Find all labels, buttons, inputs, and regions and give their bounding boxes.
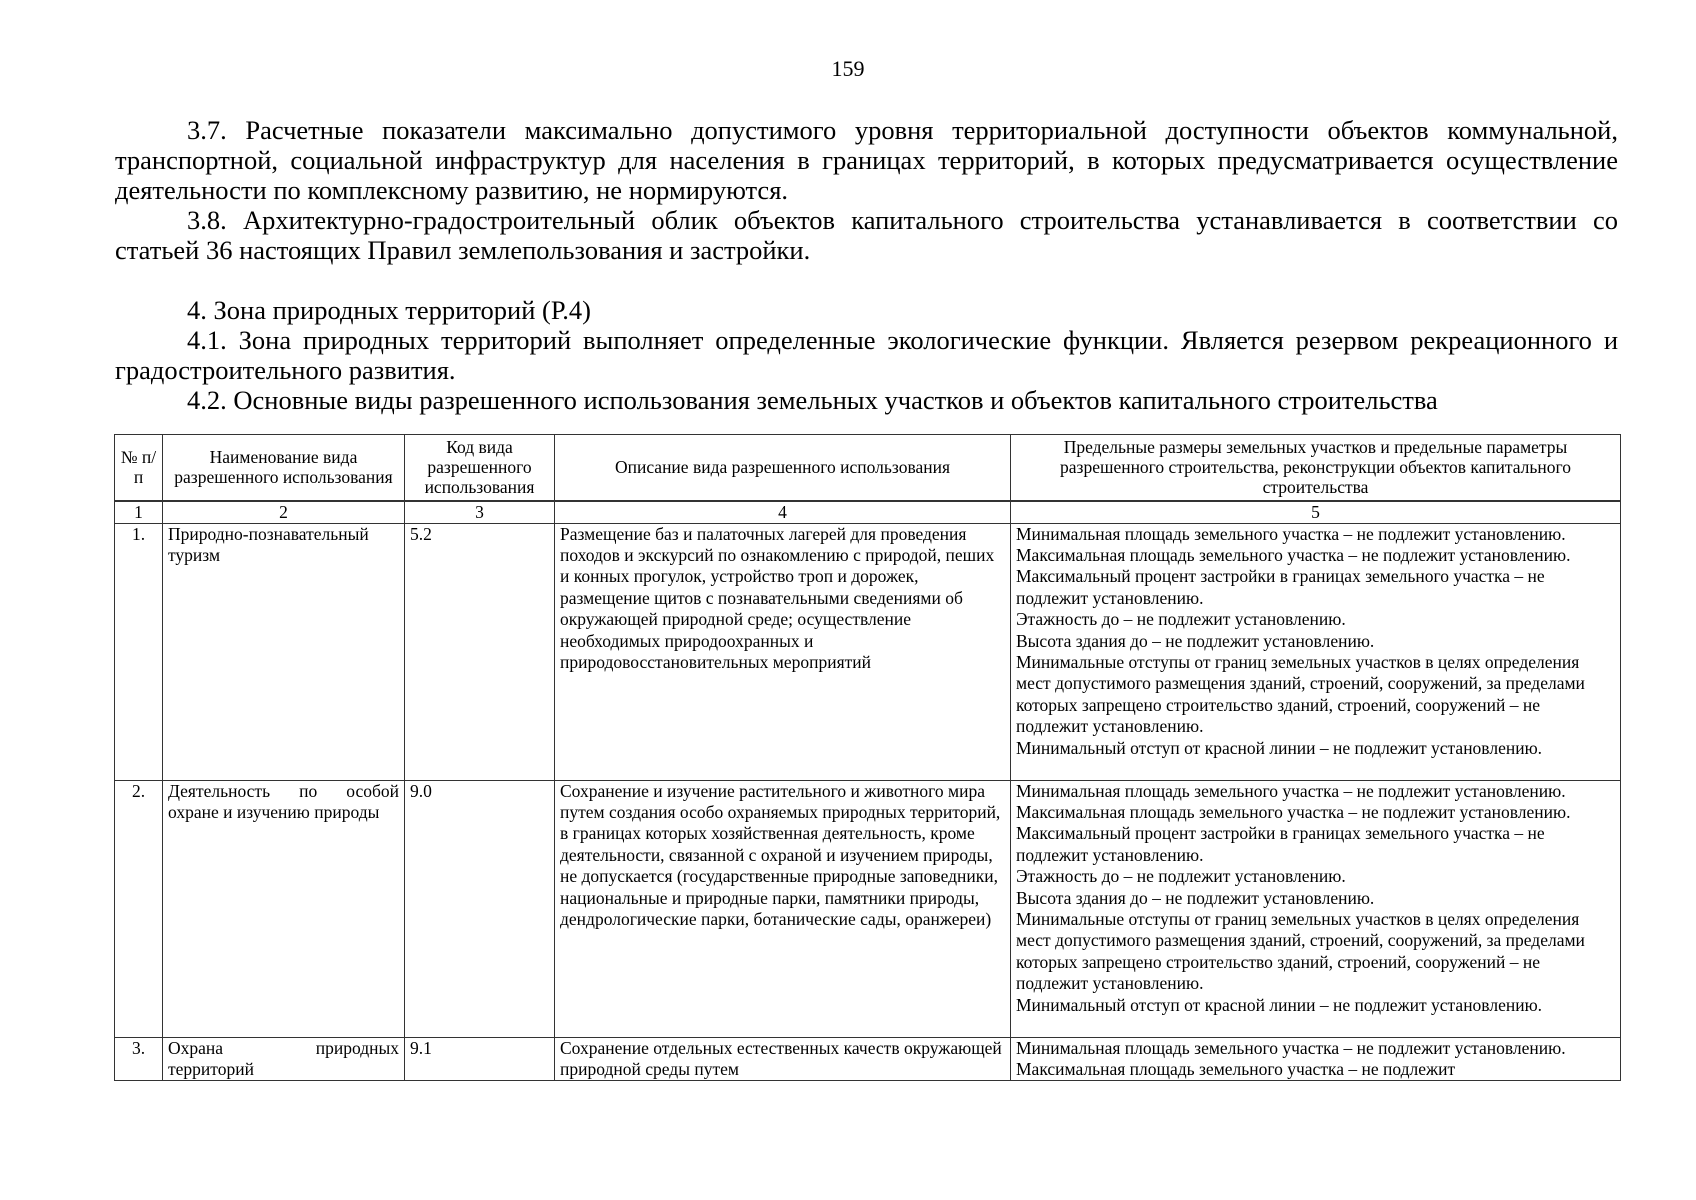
table-row bbox=[115, 1037, 1621, 1081]
table-row bbox=[115, 780, 1621, 1037]
use-description: Сохранение и изучение растительного и животного мира путем создания особо охраняемых природных территорий, в границах которых хозяйственная деятельность, кроме деятельности, связанной с охраной и изучением природы, не допускается (государственные природные заповедники, национальные и природные парки, памятники природы, дендрологические парки, ботанические сады, оранжереи) bbox=[555, 780, 1011, 1037]
limit-line: Максимальная площадь земельного участка – не подлежит bbox=[1016, 1058, 1456, 1079]
table-header-row bbox=[115, 435, 1621, 501]
use-code: 9.0 bbox=[405, 780, 555, 1037]
row-number: 3. bbox=[115, 1037, 163, 1081]
row-number: 2. bbox=[115, 780, 163, 1037]
limit-line: Минимальная площадь земельного участка – не подлежит установлению. bbox=[1016, 523, 1566, 544]
use-code: 5.2 bbox=[405, 523, 555, 780]
limit-line: Минимальные отступы от границ земельных участков в целях определения мест допустимого размещения зданий, строений, сооружений, за пределами которых запрещено строительство зданий, строений, сооружений – не подлежит установлению. bbox=[1016, 908, 1585, 994]
limit-line: Максимальная площадь земельного участка – не подлежит установлению. bbox=[1016, 544, 1571, 565]
header-limits: Предельные размеры земельных участков и предельные параметры разрешенного строительства, реконструкции объектов капитального строительства bbox=[1011, 435, 1621, 501]
paragraph-4-1: 4.1. Зона природных территорий выполняет определенные экологические функции. Является резервом рекреационного и градостроительного развития. bbox=[115, 325, 1618, 385]
land-use-table bbox=[114, 434, 1621, 1081]
row-number: 1. bbox=[115, 523, 163, 780]
use-limits bbox=[1011, 780, 1621, 1037]
paragraph-3-8: 3.8. Архитектурно-градостроительный облик объектов капитального строительства устанавливается в соответствии со статьей 36 настоящих Правил землепользования и застройки. bbox=[115, 205, 1618, 265]
paragraph-3-7: 3.7. Расчетные показатели максимально допустимого уровня территориальной доступности объектов коммунальной, транспортной, социальной инфраструктур для населения в границах территорий, в которых предусматривается осуществление деятельности по комплексному развитию, не нормируются. bbox=[115, 115, 1618, 205]
use-name: Охрана природных территорий bbox=[163, 1037, 405, 1081]
limit-line: Минимальные отступы от границ земельных участков в целях определения мест допустимого размещения зданий, строений, сооружений, за пределами которых запрещено строительство зданий, строений, сооружений – не подлежит установлению. bbox=[1016, 651, 1585, 737]
limit-line: Максимальный процент застройки в границах земельного участка – не подлежит установлению. bbox=[1016, 566, 1545, 608]
header-use-description: Описание вида разрешенного использования bbox=[555, 435, 1011, 501]
limit-line: Минимальная площадь земельного участка – не подлежит установлению. bbox=[1016, 780, 1566, 801]
header-number: № п/п bbox=[115, 435, 163, 501]
table-row bbox=[115, 523, 1621, 780]
limit-line: Этажность до – не подлежит установлению. bbox=[1016, 866, 1346, 887]
column-number: 2 bbox=[163, 501, 405, 524]
limit-line: Минимальная площадь земельного участка – не подлежит установлению. bbox=[1016, 1037, 1566, 1058]
use-description: Размещение баз и палаточных лагерей для проведения походов и экскурсий по ознакомлению с природой, пеших и конных прогулок, устройство троп и дорожек, размещение щитов с познавательными сведениями об окружающей природной среде; осуществление необходимых природоохранных и природовосстановительных мероприятий bbox=[555, 523, 1011, 780]
column-number-row bbox=[115, 501, 1621, 524]
use-name: Деятельность по особой охране и изучению природы bbox=[163, 780, 405, 1037]
use-name: Природно-познавательный туризм bbox=[163, 523, 405, 780]
header-use-name: Наименование вида разрешенного использования bbox=[163, 435, 405, 501]
limit-line: Максимальная площадь земельного участка – не подлежит установлению. bbox=[1016, 801, 1571, 822]
limit-line: Высота здания до – не подлежит установлению. bbox=[1016, 630, 1375, 651]
use-limits bbox=[1011, 1037, 1621, 1081]
limit-line: Этажность до – не подлежит установлению. bbox=[1016, 609, 1346, 630]
section-4-heading: 4. Зона природных территорий (Р.4) bbox=[187, 295, 591, 325]
use-code: 9.1 bbox=[405, 1037, 555, 1081]
limit-line: Максимальный процент застройки в границах земельного участка – не подлежит установлению. bbox=[1016, 823, 1545, 865]
limit-line: Минимальный отступ от красной линии – не подлежит установлению. bbox=[1016, 994, 1543, 1015]
column-number: 1 bbox=[115, 501, 163, 524]
column-number: 3 bbox=[405, 501, 555, 524]
use-description: Сохранение отдельных естественных качеств окружающей природной среды путем bbox=[555, 1037, 1011, 1081]
header-use-code: Код вида разрешенного использования bbox=[405, 435, 555, 501]
limit-line: Минимальный отступ от красной линии – не подлежит установлению. bbox=[1016, 737, 1543, 758]
paragraph-4-2: 4.2. Основные виды разрешенного использования земельных участков и объектов капитального строительства bbox=[187, 385, 1438, 415]
limit-line: Высота здания до – не подлежит установлению. bbox=[1016, 887, 1375, 908]
section-3-text bbox=[115, 115, 1618, 415]
column-number: 5 bbox=[1011, 501, 1621, 524]
use-limits bbox=[1011, 523, 1621, 780]
column-number: 4 bbox=[555, 501, 1011, 524]
page-number: 159 bbox=[831, 56, 865, 81]
